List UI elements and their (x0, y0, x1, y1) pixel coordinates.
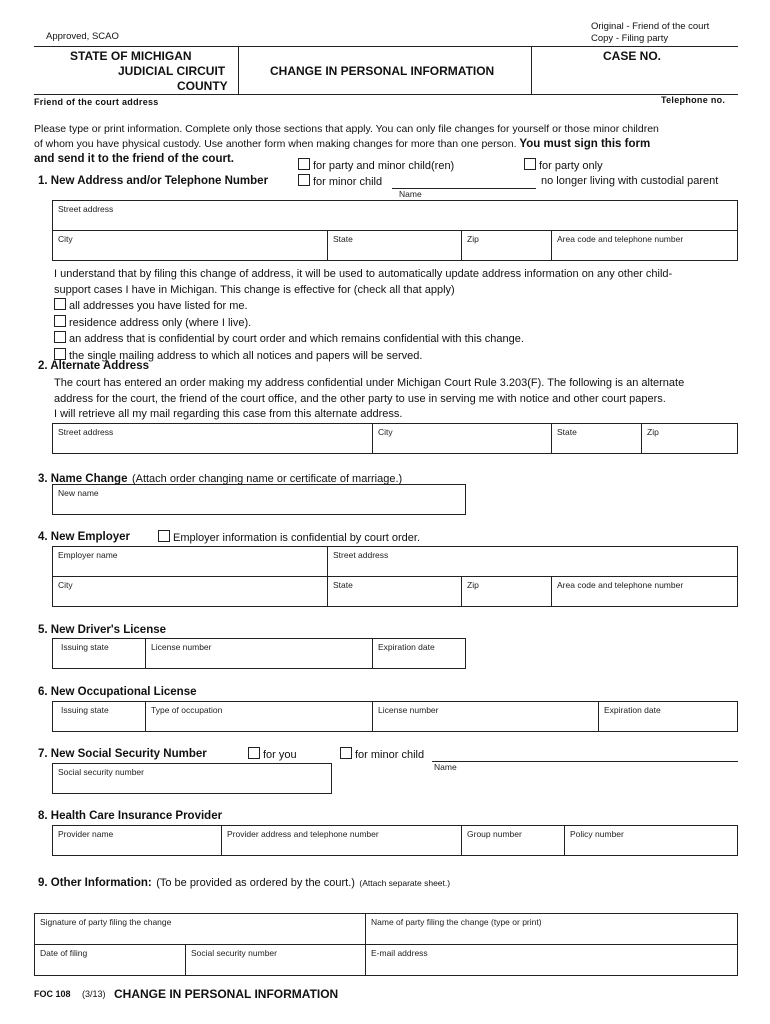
s8-provider-address-field[interactable]: Provider address and telephone number (227, 829, 379, 839)
opt-mailing[interactable]: the single mailing address to which all notices and papers will be served. (54, 348, 744, 365)
friend-address-label: Friend of the court address (34, 97, 159, 107)
signature-field[interactable]: Signature of party filing the change (40, 917, 172, 927)
s2-text-2: address for the court, the friend of the court office, and the other party to use in serving me with notice and other court papers. (54, 392, 666, 405)
s8-policy-number-field[interactable]: Policy number (570, 829, 624, 839)
section-4-title: 4. New Employer (38, 531, 131, 543)
case-no-label: CASE NO. (603, 49, 662, 63)
s7-name-caption: Name (434, 762, 457, 772)
state-label: STATE OF MICHIGAN (70, 49, 192, 63)
checkbox-icon[interactable] (298, 158, 310, 170)
no-longer-living-label: no longer living with custodial parent (541, 175, 719, 187)
s4-city-field[interactable]: City (58, 580, 73, 590)
s9-attach-note: (Attach separate sheet.) (359, 878, 451, 888)
checkbox-icon[interactable] (54, 298, 66, 310)
s5-issuing-state-field[interactable]: Issuing state (61, 642, 109, 652)
s3-new-name-field[interactable]: New name (58, 488, 99, 498)
opt-all-addresses[interactable]: all addresses you have listed for me. (54, 298, 744, 315)
s2-text-3: I will retrieve all my mail regarding this case from this alternate address. (54, 408, 403, 420)
opt-party-minor[interactable]: for party and minor child(ren) (298, 158, 454, 175)
s4-employer-name-field[interactable]: Employer name (58, 550, 118, 560)
section-5-title: 5. New Driver's License (38, 624, 167, 636)
footer-title: CHANGE IN PERSONAL INFORMATION (114, 987, 339, 1001)
s2-zip-field[interactable]: Zip (647, 427, 659, 437)
copy-filing-label: Copy - Filing party (591, 33, 669, 44)
intro-line-2: of whom you have physical custody. Use another form when making changes for more than one person. (34, 138, 517, 150)
s1-state-field[interactable]: State (333, 234, 353, 244)
opt-confidential[interactable]: an address that is confidential by court order and which remains confidential with this change. (54, 331, 744, 348)
opt-residence-only[interactable]: residence address only (where I live). (54, 315, 744, 332)
intro-sign-notice: You must sign this form (519, 138, 651, 150)
judicial-circuit-label: JUDICIAL CIRCUIT (118, 64, 226, 78)
s7-for-minor-option[interactable]: for minor child (340, 747, 424, 764)
s8-provider-name-field[interactable]: Provider name (58, 829, 114, 839)
s5-expiration-field[interactable]: Expiration date (378, 642, 435, 652)
s6-expiration-field[interactable]: Expiration date (604, 705, 661, 715)
checkbox-icon[interactable] (158, 530, 170, 542)
email-field[interactable]: E-mail address (371, 948, 428, 958)
section-3-title: 3. Name Change (38, 473, 128, 485)
s3-note: (Attach order changing name or certificate of marriage.) (131, 473, 403, 485)
checkbox-icon[interactable] (340, 747, 352, 759)
form-title: CHANGE IN PERSONAL INFORMATION (270, 64, 495, 78)
section-7-title: 7. New Social Security Number (38, 748, 207, 760)
s2-state-field[interactable]: State (557, 427, 577, 437)
approved-label: Approved, SCAO (46, 31, 119, 42)
minor-name-caption: Name (399, 189, 422, 199)
s6-issuing-state-field[interactable]: Issuing state (61, 705, 109, 715)
section-1-title: 1. New Address and/or Telephone Number (38, 175, 269, 187)
checkbox-icon[interactable] (54, 348, 66, 360)
understand-line-1: I understand that by filing this change of address, it will be used to automatically update address information on any other child- (54, 268, 673, 280)
s4-zip-field[interactable]: Zip (467, 580, 479, 590)
section-9-title: 9. Other Information: (38, 877, 152, 889)
section-6-title: 6. New Occupational License (38, 686, 197, 698)
footer-revision: (3/13) (82, 989, 106, 999)
intro-line-3: and send it to the friend of the court. (34, 153, 234, 165)
opt-party-only[interactable]: for party only (524, 158, 603, 175)
s7-ssn-field[interactable]: Social security number (58, 767, 144, 777)
s5-license-number-field[interactable]: License number (151, 642, 212, 652)
checkbox-icon[interactable] (54, 331, 66, 343)
s6-type-field[interactable]: Type of occupation (151, 705, 223, 715)
county-label: COUNTY (177, 79, 228, 93)
s2-street-field[interactable]: Street address (58, 427, 114, 437)
checkbox-icon[interactable] (524, 158, 536, 170)
s4-phone-field[interactable]: Area code and telephone number (557, 580, 684, 590)
s1-street-field[interactable]: Street address (58, 204, 114, 214)
s2-city-field[interactable]: City (378, 427, 393, 437)
telephone-label: Telephone no. (661, 95, 726, 105)
checkbox-icon[interactable] (248, 747, 260, 759)
s7-for-you-option[interactable]: for you (248, 747, 297, 764)
section-8-title: 8. Health Care Insurance Provider (38, 810, 223, 822)
party-name-field[interactable]: Name of party filing the change (type or print) (371, 917, 542, 927)
s3-new-name-box (52, 484, 466, 515)
date-of-filing-field[interactable]: Date of filing (40, 948, 88, 958)
section-2-title: 2. Alternate Address (38, 360, 149, 372)
s4-confidential-option[interactable]: Employer information is confidential by court order. (158, 530, 420, 547)
s9-note: (To be provided as ordered by the court.) (156, 877, 355, 889)
intro-line-1: Please type or print information. Complete only those sections that apply. You can only file changes for yourself or those minor children (34, 123, 659, 135)
copy-original-label: Original - Friend of the court (591, 21, 710, 32)
footer-form-number: FOC 108 (34, 989, 71, 999)
s8-group-number-field[interactable]: Group number (467, 829, 522, 839)
s1-phone-field[interactable]: Area code and telephone number (557, 234, 684, 244)
s1-zip-field[interactable]: Zip (467, 234, 479, 244)
checkbox-icon[interactable] (298, 174, 310, 186)
s6-license-number-field[interactable]: License number (378, 705, 439, 715)
understand-line-2: support cases I have in Michigan. This change is effective for (check all that apply) (54, 283, 455, 296)
s8-insurance-table (52, 825, 738, 856)
sign-ssn-field[interactable]: Social security number (191, 948, 277, 958)
s1-city-field[interactable]: City (58, 234, 73, 244)
checkbox-icon[interactable] (54, 315, 66, 327)
s4-street-field[interactable]: Street address (333, 550, 389, 560)
s2-text-1: The court has entered an order making my address confidential under Michigan Court Rule 3.203(F). The following is an alternate (54, 377, 685, 389)
s4-state-field[interactable]: State (333, 580, 353, 590)
opt-minor-child[interactable]: for minor child (298, 174, 382, 191)
